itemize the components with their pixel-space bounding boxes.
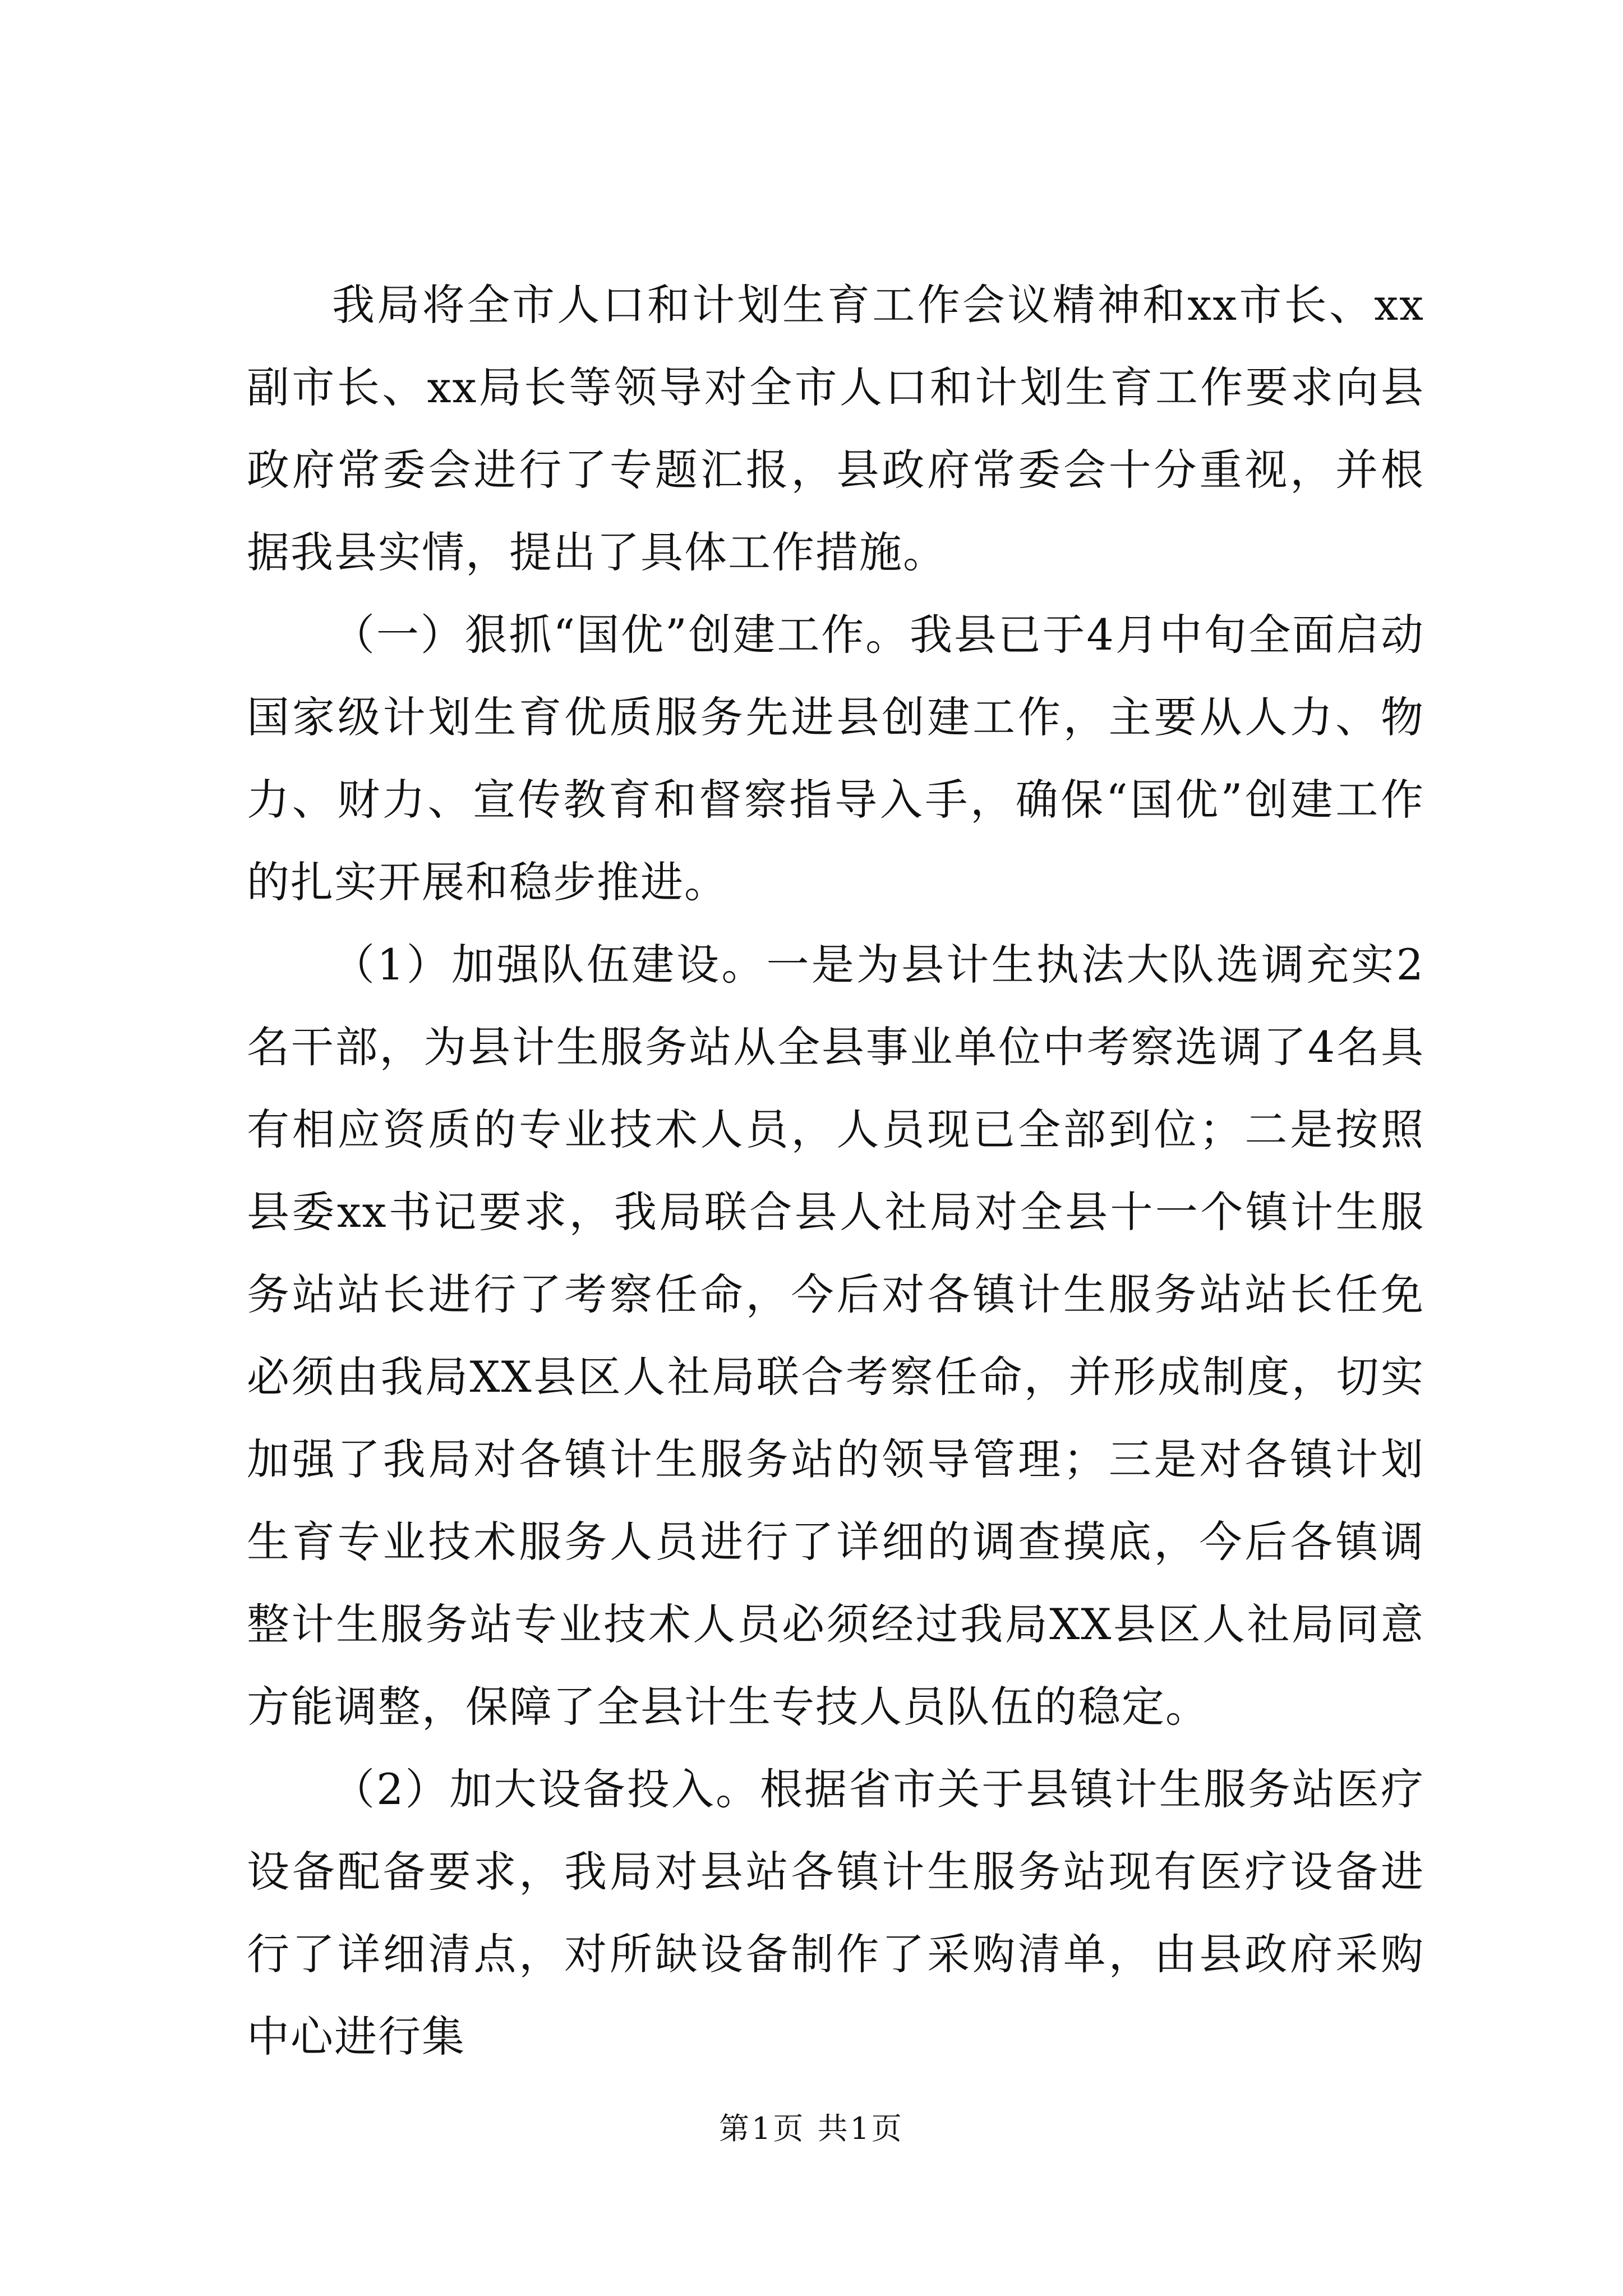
document-body: [247, 264, 1424, 2078]
page-number-footer: 第1页 共1页: [719, 2111, 904, 2146]
paragraph-equipment: （2）加大设备投入。根据省市关于县镇计生服务站医疗设备配备要求，我局对县站各镇计生服务站现有医疗设备进行了详细清点，对所缺设备制作了采购清单，由县政府采购中心进行集: [247, 1764, 1424, 2062]
paragraph-intro: 我局将全市人口和计划生育工作会议精神和xx市长、xx副市长、xx局长等领导对全市人口和计划生育工作要求向县政府常委会进行了专题汇报，县政府常委会十分重视，并根据我县实情，提出了具体工作措施。: [247, 280, 1424, 577]
paragraph-team-building: （1）加强队伍建设。一是为县计生执法大队选调充实2名干部，为县计生服务站从全县事业单位中考察选调了4名具有相应资质的专业技术人员，人员现已全部到位；二是按照县委xx书记要求，我局联合县人社局对全县十一个镇计生服务站站长进行了考察任命，今后对各镇计生服务站站长任免必须由我局XX县区人社局联合考察任命，并形成制度，切实加强了我局对各镇计生服务站的领导管理；三是对各镇计划生育专业技术服务人员进行了详细的调查摸底，今后各镇调整计生服务站专业技术人员必须经过我局XX县区人社局同意方能调整，保障了全县计生专技人员队伍的稳定。: [247, 940, 1424, 1732]
paragraph-section-1: （一）狠抓“国优”创建工作。我县已于4月中旬全面启动国家级计划生育优质服务先进县创建工作，主要从人力、物力、财力、宣传教育和督察指导入手，确保“国优”创建工作的扎实开展和稳步推进。: [247, 610, 1424, 907]
